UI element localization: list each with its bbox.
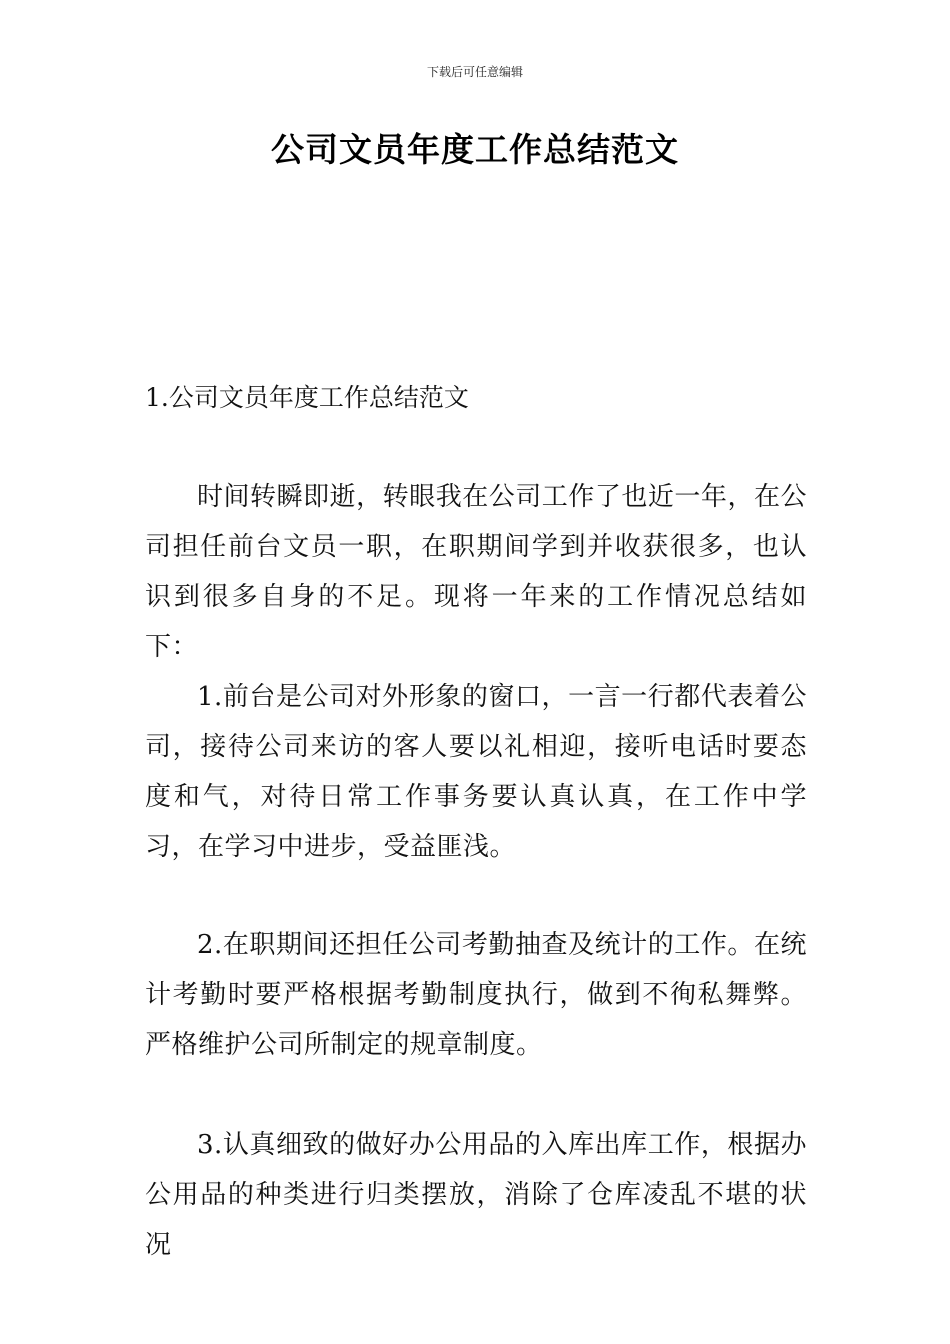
paragraph-item-3: 3.认真细致的做好办公用品的入库出库工作，根据办公用品的种类进行归类摆放，消除了仓库凌乱不堪的状况 <box>145 1130 807 1260</box>
paragraph-item-2: 2.在职期间还担任公司考勤抽查及统计的工作。在统计考勤时要严格根据考勤制度执行，做到不徇私舞弊。严格维护公司所制定的规章制度。 <box>145 930 807 1060</box>
header-note: 下载后可任意编辑 <box>426 65 523 79</box>
paragraph-intro: 时间转瞬即逝，转眼我在公司工作了也近一年，在公司担任前台文员一职，在职期间学到并收获很多，也认识到很多自身的不足。现将一年来的工作情况总结如下： <box>145 482 807 662</box>
section-heading: 1.公司文员年度工作总结范文 <box>145 383 469 412</box>
paragraph-item-1: 1.前台是公司对外形象的窗口，一言一行都代表着公司，接待公司来访的客人要以礼相迎，接听电话时要态度和气，对待日常工作事务要认真认真，在工作中学习，在学习中进步，受益匪浅。 <box>145 682 807 862</box>
document-title: 公司文员年度工作总结范文 <box>271 130 679 169</box>
